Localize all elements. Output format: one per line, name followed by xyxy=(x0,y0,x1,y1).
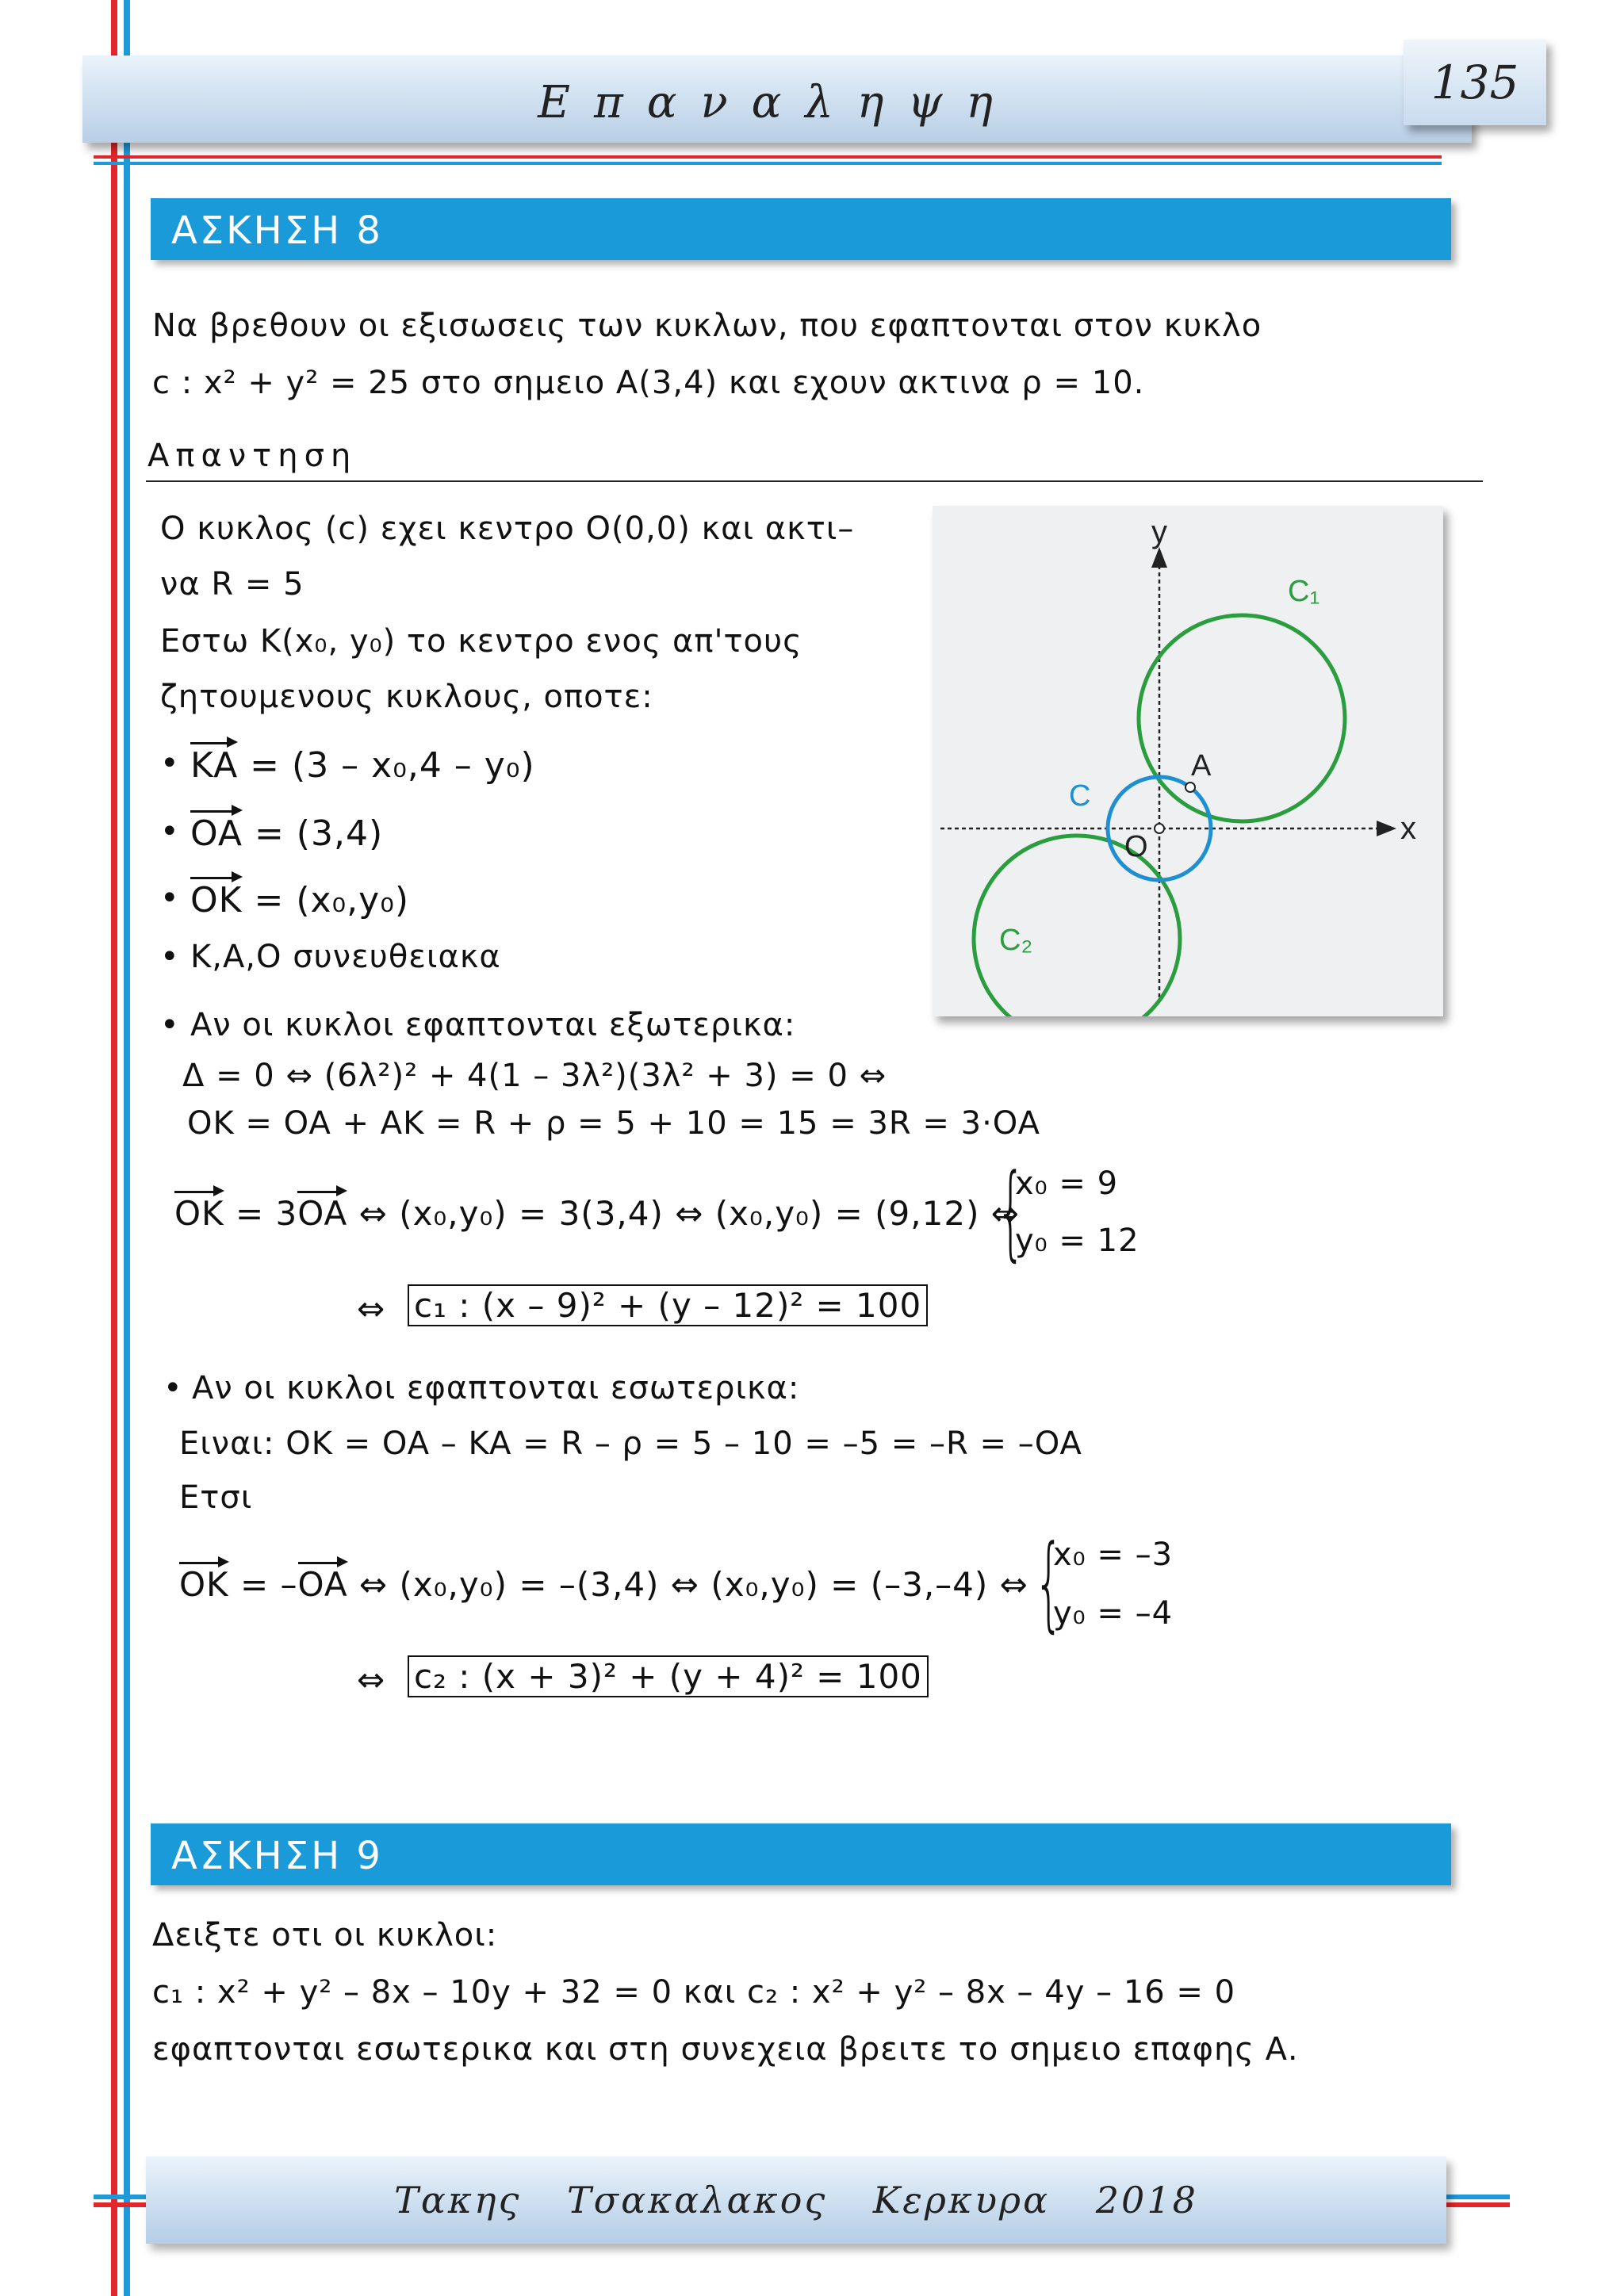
circles-figure xyxy=(933,506,1443,1016)
external-equation xyxy=(174,1194,1020,1233)
internal-result-arrow: ⇔ xyxy=(357,1660,386,1699)
bullet-dot: • xyxy=(160,745,179,782)
bullet-dot: • xyxy=(160,1007,179,1043)
top-stripe-blue xyxy=(94,162,1442,165)
internal-eq-mid: = – xyxy=(228,1565,298,1604)
external-result: c₁ : (x – 9)² + (y – 12)² = 100 xyxy=(408,1284,928,1326)
page-number: 135 xyxy=(1431,55,1519,109)
x-axis-arrow xyxy=(1377,821,1396,836)
bullet-dot: • xyxy=(163,1370,182,1406)
exercise-9-line3: εφαπτονται εσωτερικα και στη συνεχεια βρειτε το σημειο επαφης Α. xyxy=(152,2031,1299,2068)
internal-system-2: y₀ = –4 xyxy=(1053,1595,1174,1632)
external-brace: { xyxy=(996,1151,1026,1272)
o-label: O xyxy=(1124,830,1148,863)
c-label: C xyxy=(1069,779,1091,813)
left-stripe-red xyxy=(111,0,117,2296)
internal-system-1: x₀ = –3 xyxy=(1053,1536,1174,1573)
vector-ok: OK xyxy=(179,1565,229,1604)
bullet-dot: • xyxy=(160,880,179,916)
external-system-2: y₀ = 12 xyxy=(1015,1223,1139,1259)
answer-line-2: να R = 5 xyxy=(160,566,304,603)
circle-c1 xyxy=(1139,615,1345,821)
header-title: Επαναληψη xyxy=(538,77,1017,128)
external-result-arrow: ⇔ xyxy=(357,1289,386,1328)
bottom-stripe-right-blue xyxy=(1446,2195,1510,2199)
exercise-8-title: ΑΣΚΗΣΗ 8 xyxy=(151,198,1451,260)
point-a xyxy=(1185,783,1195,792)
answer-divider xyxy=(146,480,1483,482)
internal-result: c₂ : (x + 3)² + (y + 4)² = 100 xyxy=(408,1655,929,1697)
external-heading: Αν οι κυκλοι εφαπτονται εξωτερικα: xyxy=(190,1007,796,1043)
bottom-stripe-left-red xyxy=(94,2202,149,2207)
vector-ok: OK xyxy=(190,880,243,920)
vector-ok: OK xyxy=(174,1194,224,1233)
bottom-stripe-left-blue xyxy=(94,2195,149,2199)
origin-point xyxy=(1155,824,1164,833)
exercise-9-line2: c₁ : x² + y² – 8x – 10y + 32 = 0 και c₂ : x² + y² – 8x – 4y – 16 = 0 xyxy=(152,1974,1236,2011)
external-system-1: x₀ = 9 xyxy=(1015,1165,1119,1202)
internal-eq-rest: ⇔ (x₀,y₀) = –(3,4) ⇔ (x₀,y₀) = (–3,–4) ⇔ xyxy=(347,1565,1028,1604)
bullet-ka xyxy=(190,745,535,786)
y-axis-arrow xyxy=(1151,547,1167,568)
external-line-1: Δ = 0 ⇔ (6λ²)² + 4(1 – 3λ²)(3λ² + 3) = 0 ⇔ xyxy=(182,1058,887,1094)
vector-oa: OA xyxy=(297,1194,348,1233)
vector-oa: OA xyxy=(190,813,243,854)
c1-label: C₁ xyxy=(1288,575,1320,608)
exercise-9-title: ΑΣΚΗΣΗ 9 xyxy=(151,1823,1451,1885)
vector-ka: KA xyxy=(190,745,239,786)
a-label: A xyxy=(1191,749,1212,783)
exercise-9-line1: Δειξτε οτι οι κυκλοι: xyxy=(152,1917,498,1954)
left-stripe-blue xyxy=(124,0,130,2296)
bullet-ok-rest: = (x₀,y₀) xyxy=(242,880,410,920)
exercise-8-statement-line2: c : x² + y² = 25 στο σημειο Α(3,4) και εχουν ακτινα ρ = 10. xyxy=(152,365,1145,401)
internal-heading: Αν οι κυκλοι εφαπτονται εσωτερικα: xyxy=(192,1370,800,1406)
external-line-2: OK = OA + AK = R + ρ = 5 + 10 = 15 = 3R = 3·OA xyxy=(187,1105,1040,1142)
y-axis-label: y xyxy=(1151,515,1167,549)
internal-line-1: Ειναι: OK = OA – KA = R – ρ = 5 – 10 = –5 = –R = –OA xyxy=(179,1425,1082,1462)
x-axis-label: x xyxy=(1400,811,1416,846)
bullet-ok xyxy=(190,880,409,920)
bullet-oa-rest: = (3,4) xyxy=(242,813,384,854)
bullet-dot: • xyxy=(160,939,179,975)
answer-heading: Απαντηση xyxy=(147,438,358,474)
vector-oa: OA xyxy=(297,1565,348,1604)
circles-figure-svg xyxy=(933,506,1443,1016)
internal-equation xyxy=(179,1565,1028,1604)
bottom-stripe-right-red xyxy=(1446,2202,1510,2207)
answer-line-3: Εστω K(x₀, y₀) το κεντρο ενος απ'τους xyxy=(160,623,802,660)
c2-label: C₂ xyxy=(999,924,1033,957)
footer-text: Τακης Τσακαλακος Κερκυρα 2018 xyxy=(394,2179,1198,2221)
bullet-oa xyxy=(190,813,383,854)
bullet-dot: • xyxy=(160,813,179,850)
answer-line-4: ζητουμενους κυκλους, οποτε: xyxy=(160,679,653,715)
bullet-ka-rest: = (3 – x₀,4 – y₀) xyxy=(238,745,535,786)
external-eq-rest: ⇔ (x₀,y₀) = 3(3,4) ⇔ (x₀,y₀) = (9,12) ⇔ xyxy=(347,1194,1020,1233)
collinear-text: K,A,O συνευθειακα xyxy=(190,939,501,975)
answer-line-1: Ο κυκλος (c) εχει κεντρο Ο(0,0) και ακτι– xyxy=(160,511,855,547)
internal-brace: { xyxy=(1034,1522,1064,1643)
external-eq-mid: = 3 xyxy=(224,1194,298,1233)
exercise-8-statement-line1: Να βρεθουν οι εξισωσεις των κυκλων, που εφαπτονται στον κυκλο xyxy=(152,308,1262,344)
internal-line-2: Ετσι xyxy=(179,1479,253,1516)
top-stripe-red xyxy=(94,155,1442,159)
